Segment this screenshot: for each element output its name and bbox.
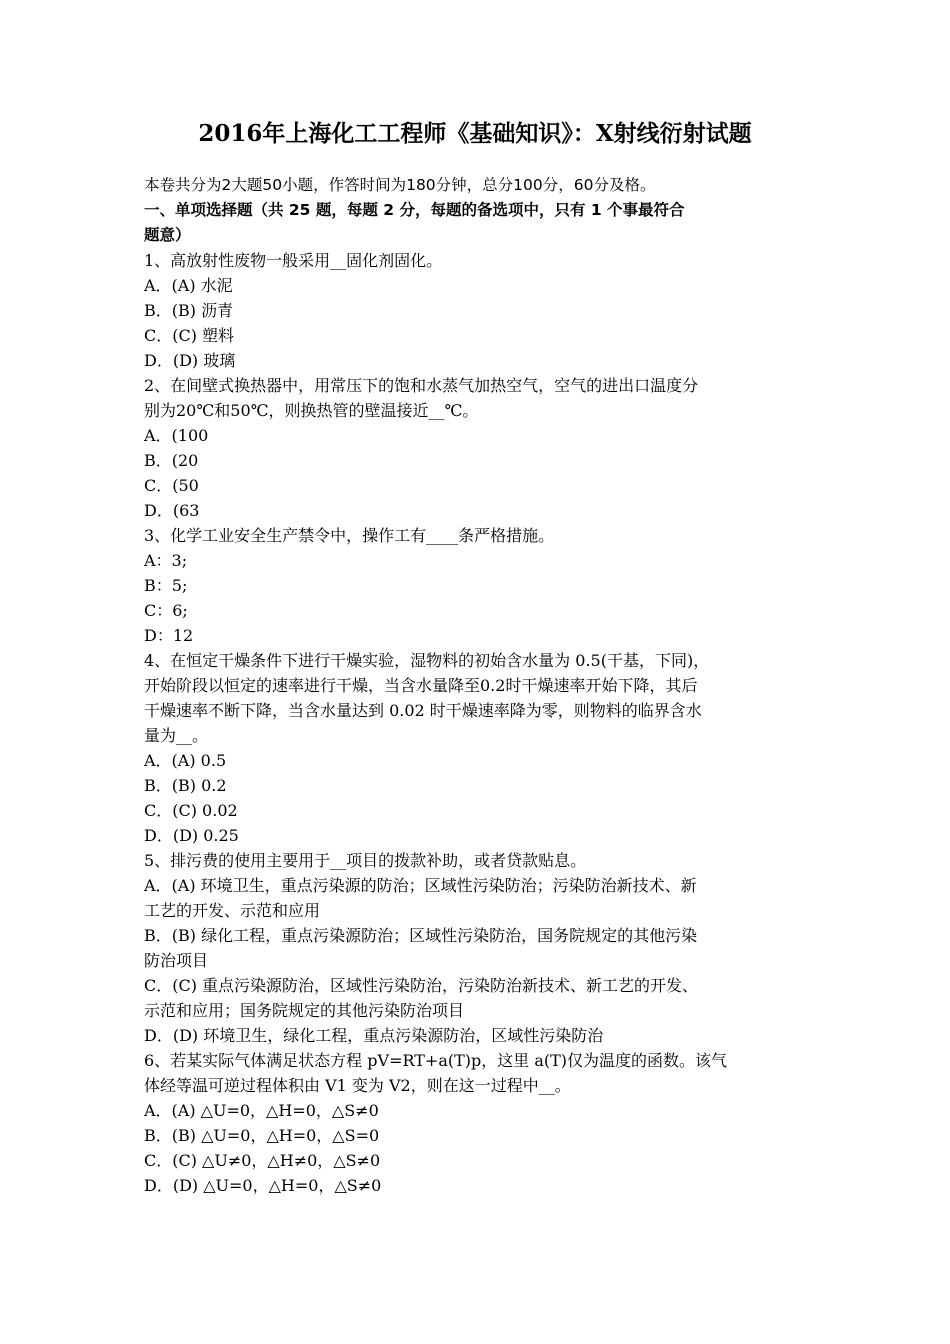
answer-option: [144, 1148, 808, 1173]
document-title: 2016年上海化工工程师《基础知识》：X射线衍射试题: [198, 120, 752, 147]
answer-option-line: D．(63: [144, 501, 200, 520]
answer-option-line: B．(B) 绿化工程，重点污染源防治；区域性污染防治，国务院规定的其他污染: [144, 926, 698, 945]
question-text-line: 量为__。: [144, 726, 209, 745]
question-item: [144, 523, 808, 648]
question-text-line: 4、在恒定干燥条件下进行干燥实验，湿物料的初始含水量为 0.5(干基，下同)，: [144, 651, 710, 670]
question-item: [144, 248, 808, 373]
answer-option: [144, 823, 808, 848]
question-item: [144, 648, 808, 848]
question-text-line: 干燥速率不断下降，当含水量达到 0.02 时干燥速率降为零，则物料的临界含水: [144, 701, 702, 720]
question-list: [144, 248, 808, 1198]
answer-option: [144, 573, 808, 598]
answer-option: [144, 1173, 808, 1198]
section-title-line: 题意）: [144, 226, 191, 244]
answer-option: [144, 548, 808, 573]
answer-option-line: A．(A) 环境卫生，重点污染源的防治；区域性污染防治；污染防治新技术、新: [144, 876, 697, 895]
answer-option: [144, 1023, 808, 1048]
answer-option: [144, 973, 808, 1023]
answer-option: [144, 623, 808, 648]
answer-option: [144, 798, 808, 823]
section-title-line: 一、单项选择题（共 25 题，每题 2 分，每题的备选项中，只有 1 个事最符合: [144, 201, 685, 219]
answer-option-line: 防治项目: [144, 951, 209, 970]
answer-option: [144, 423, 808, 448]
answer-option: [144, 498, 808, 523]
answer-option-line: D．(D) 0.25: [144, 826, 239, 845]
question-text-line: 2、在间壁式换热器中，用常压下的饱和水蒸气加热空气，空气的进出口温度分: [144, 376, 699, 395]
answer-option-line: A．(A) △U=0，△H=0，△S≠0: [144, 1101, 379, 1120]
answer-option: [144, 323, 808, 348]
answer-option: [144, 748, 808, 773]
answer-option-line: C．(C) 重点污染源防治，区域性污染防治，污染防治新技术、新工艺的开发、: [144, 976, 699, 995]
question-text-line: 3、化学工业安全生产禁令中，操作工有____条严格措施。: [144, 526, 555, 545]
answer-option-line: C．(C) △U≠0，△H≠0，△S≠0: [144, 1151, 381, 1170]
answer-option-line: B．(B) 沥青: [144, 301, 234, 320]
answer-option: [144, 448, 808, 473]
question-item: [144, 373, 808, 523]
answer-option-line: B：5;: [144, 576, 188, 595]
question-text-line: 别为20℃和50℃，则换热管的壁温接近__℃。: [144, 401, 479, 420]
answer-option-line: D：12: [144, 626, 194, 645]
answer-option-line: B．(B) 0.2: [144, 776, 227, 795]
question-text-line: 6、若某实际气体满足状态方程 pV=RT+a(T)p，这里 a(T)仅为温度的函数。该气: [144, 1051, 728, 1070]
question-item: [144, 848, 808, 1048]
question-text-line: 体经等温可逆过程体积由 V1 变为 V2，则在这一过程中__。: [144, 1076, 571, 1095]
answer-option-line: A：3;: [144, 551, 188, 570]
answer-option: [144, 773, 808, 798]
answer-option-line: D．(D) 玻璃: [144, 351, 236, 370]
answer-option-line: B．(20: [144, 451, 199, 470]
answer-option-line: D．(D) 环境卫生，绿化工程，重点污染源防治，区域性污染防治: [144, 1026, 604, 1045]
answer-option: [144, 273, 808, 298]
answer-option: [144, 348, 808, 373]
question-text-line: 1、高放射性废物一般采用__固化剂固化。: [144, 251, 443, 270]
answer-option: [144, 873, 808, 923]
answer-option-line: 示范和应用；国务院规定的其他污染防治项目: [144, 1001, 465, 1020]
exam-intro: 本卷共分为2大题50小题，作答时间为180分钟，总分100分，60分及格。: [144, 176, 656, 194]
answer-option-line: D．(D) △U=0，△H=0，△S≠0: [144, 1176, 382, 1195]
answer-option-line: C：6;: [144, 601, 188, 620]
answer-option-line: C．(C) 0.02: [144, 801, 238, 820]
question-item: [144, 1048, 808, 1198]
answer-option: [144, 298, 808, 323]
answer-option-line: 工艺的开发、示范和应用: [144, 901, 321, 920]
answer-option-line: C．(50: [144, 476, 199, 495]
answer-option-line: A．(A) 0.5: [144, 751, 227, 770]
answer-option: [144, 473, 808, 498]
answer-option: [144, 598, 808, 623]
answer-option-line: C．(C) 塑料: [144, 326, 235, 345]
answer-option: [144, 1123, 808, 1148]
answer-option-line: A．(A) 水泥: [144, 276, 233, 295]
answer-option-line: B．(B) △U=0，△H=0，△S=0: [144, 1126, 380, 1145]
question-text-line: 开始阶段以恒定的速率进行干燥，当含水量降至0.2时干燥速率开始下降，其后: [144, 676, 698, 695]
answer-option: [144, 923, 808, 973]
answer-option: [144, 1098, 808, 1123]
answer-option-line: A．(100: [144, 426, 209, 445]
document-body: [144, 173, 808, 1198]
question-text-line: 5、排污费的使用主要用于__项目的拨款补助，或者贷款贴息。: [144, 851, 587, 870]
